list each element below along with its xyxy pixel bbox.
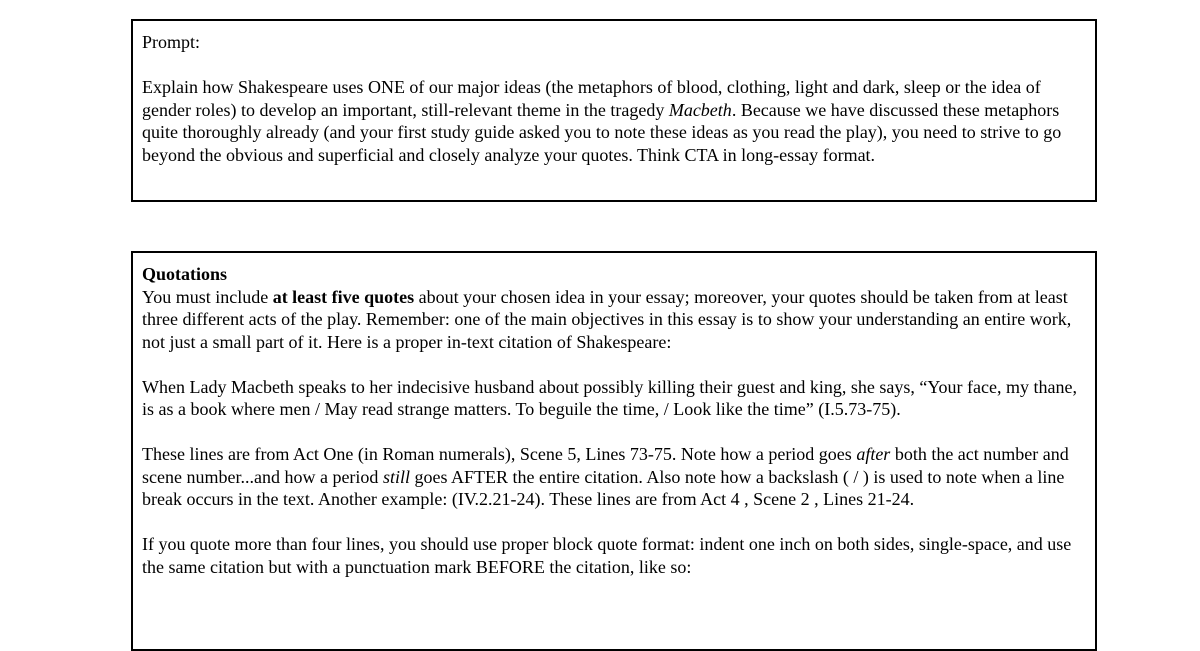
prompt-paragraph [142, 76, 1086, 166]
quotations-paragraph-3: These lines are from Act One (in Roman numerals), Scene 5, Lines 73-75. Note how a period goes after both the act number and scene number...and how a period still goes AFTER the entire citation. Also note how a backslash ( / ) is used to note when a line break occurs in the text. Another example: (IV.2.21-24). These lines are from Act 4 , Scene 2 , Lines 21-24. [142, 444, 1069, 509]
quotations-box [131, 251, 1097, 651]
prompt-text-2: . Because we have discussed these metaphors quite thoroughly already (and your first study guide asked you to note these ideas as you read the play), you need to strive to go beyond the obvious and superficial and closely analyze your quotes. Think CTA in long-essay format. [142, 99, 1062, 165]
bold-phrase: at least five quotes [272, 286, 415, 307]
prompt-box [131, 19, 1097, 202]
quotations-paragraph-2: When Lady Macbeth speaks to her indecisive husband about possibly killing their guest and king, she says, “Your face, my thane, is as a book where men / May read strange matters. To beguile the time, / Look like the time” (I.5.73-75). [142, 376, 1077, 419]
prompt-text-1: Explain how Shakespeare uses ONE of our major ideas (the metaphors of blood, clothing, light and dark, sleep or the idea of gender roles) to develop an important, still-relevant theme in the tragedy [142, 77, 1041, 120]
quotations-paragraph-4: If you quote more than four lines, you should use proper block quote format: indent one inch on both sides, single-space, and use the same citation but with a punctuation mark BEFORE the citation, like so: [142, 534, 1072, 577]
prompt-heading: Prompt: [142, 32, 201, 52]
prompt-title-italic: Macbeth [668, 99, 732, 120]
quotations-heading: Quotations [142, 264, 228, 284]
quotations-paragraph-1: You must include at least five quotes about your chosen idea in your essay; moreover, your quotes should be taken from at least three different acts of the play. Remember: one of the main objectives in this essay is to show your understanding an entire work, not just a small part of it. Here is a proper in-text citation of Shakespeare: [142, 286, 1072, 352]
